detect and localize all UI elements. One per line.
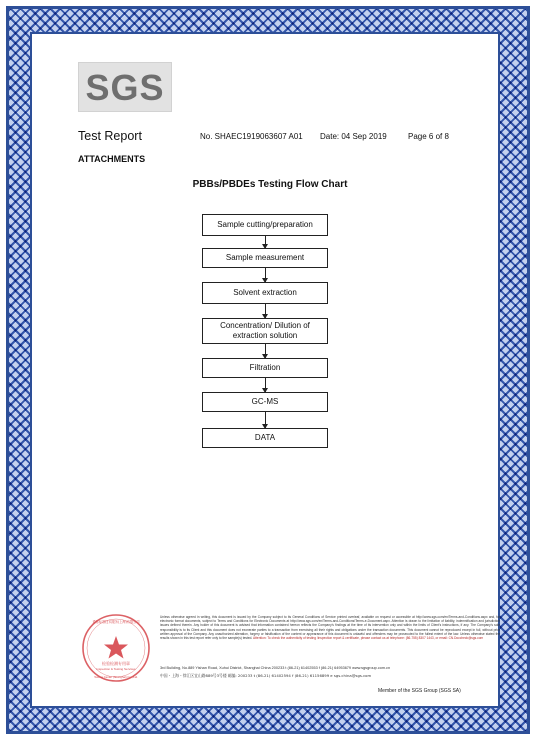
company-address-english: 3rd Building, No.889 Yishan Road, Xuhui District, Shanghai China 200233 t (86-21) 61402553 f (86-21) 64953679 www.sgsgroup.com.cn: [160, 666, 391, 670]
flow-arrow-down-icon: [265, 236, 266, 248]
legal-disclaimer: [160, 615, 500, 640]
flow-step-data: DATA: [202, 428, 328, 448]
flow-step-gc-ms: GC-MS: [202, 392, 328, 412]
stamp-bottom-text: Testing Center (Shanghai) Co., Ltd.: [94, 675, 138, 679]
flow-step-solvent-extraction: Solvent extraction: [202, 282, 328, 304]
sgs-logo: [78, 62, 172, 112]
authenticity-notice: Attention: To check the authenticity of testing /inspection report & certificate, please contact us at telephone: (86-755) 8307 1443, or email: CN.Doccheck@sgs.com: [253, 636, 484, 641]
flowchart-title: PBBs/PBDEs Testing Flow Chart: [192, 179, 348, 190]
flow-step-sample-measurement: Sample measurement: [202, 248, 328, 268]
flow-arrow-down-icon: [265, 412, 266, 428]
official-seal-stamp: [80, 612, 152, 684]
company-address-chinese: 中国・上海・徐汇区宜山路889号3号楼 邮编: 200233 t (86-21) 61402594 f (86-21) 61156899 e sgs.china@sgs.com: [160, 673, 372, 678]
report-number: No. SHAEC1919063607 A01: [200, 132, 303, 141]
page-number: Page 6 of 8: [408, 132, 449, 141]
stamp-top-text: 通标标准技术服务(上海)有限公司: [92, 620, 140, 624]
flow-arrow-down-icon: [265, 268, 266, 282]
flow-arrow-down-icon: [265, 378, 266, 392]
flow-arrow-down-icon: [265, 304, 266, 318]
sgs-logo-text: SGS: [85, 67, 165, 107]
flow-step-filtration: Filtration: [202, 358, 328, 378]
stamp-center-text: 检验检测专用章: [102, 661, 130, 666]
flow-arrow-down-icon: [265, 344, 266, 358]
report-date: Date: 04 Sep 2019: [320, 132, 387, 141]
sgs-logo-graphic: [82, 67, 168, 107]
report-title: Test Report: [78, 129, 142, 143]
flow-step-sample-cutting: Sample cutting/preparation: [202, 214, 328, 236]
section-heading: ATTACHMENTS: [78, 154, 146, 164]
flow-step-concentration-dilution: Concentration/ Dilution of extraction solution: [202, 318, 328, 344]
stamp-english-text: Inspection & Testing Services: [96, 667, 136, 671]
disclaimer-text: Unless otherwise agreed in writing, this document is issued by the Company subject to its General Conditions of Service printed overleaf, available on request or accessible at http://www.sgs.com/en/Terms-and-Conditions.aspx and, for electronic format documents, subject to Terms and Conditions for Electronic Documents at http://www.sgs.com/en/Terms-and-Conditions/Terms-e-Document.aspx. Attention is drawn to the limitation of liability, indemnification and jurisdiction issues defined therein. Any holder of this document is advised that information contained hereon reflects the Company's findings at the time of its intervention only and within the limits of Client's instructions, if any. The Company's sole responsibility is to its Client and this document does not exonerate parties to a transaction from exercising all their rights and obligations under the transaction documents. This document cannot be reproduced except in full, without prior written approval of the Company. Any unauthorized alteration, forgery or falsification of the content or appearance of this document is unlawful and offenders may be prosecuted to the fullest extent of the law. Unless otherwise stated the results shown in this test report refer only to the sample(s) tested.: [160, 615, 500, 641]
member-of-sgs-group: Member of the SGS Group (SGS SA): [378, 688, 461, 694]
